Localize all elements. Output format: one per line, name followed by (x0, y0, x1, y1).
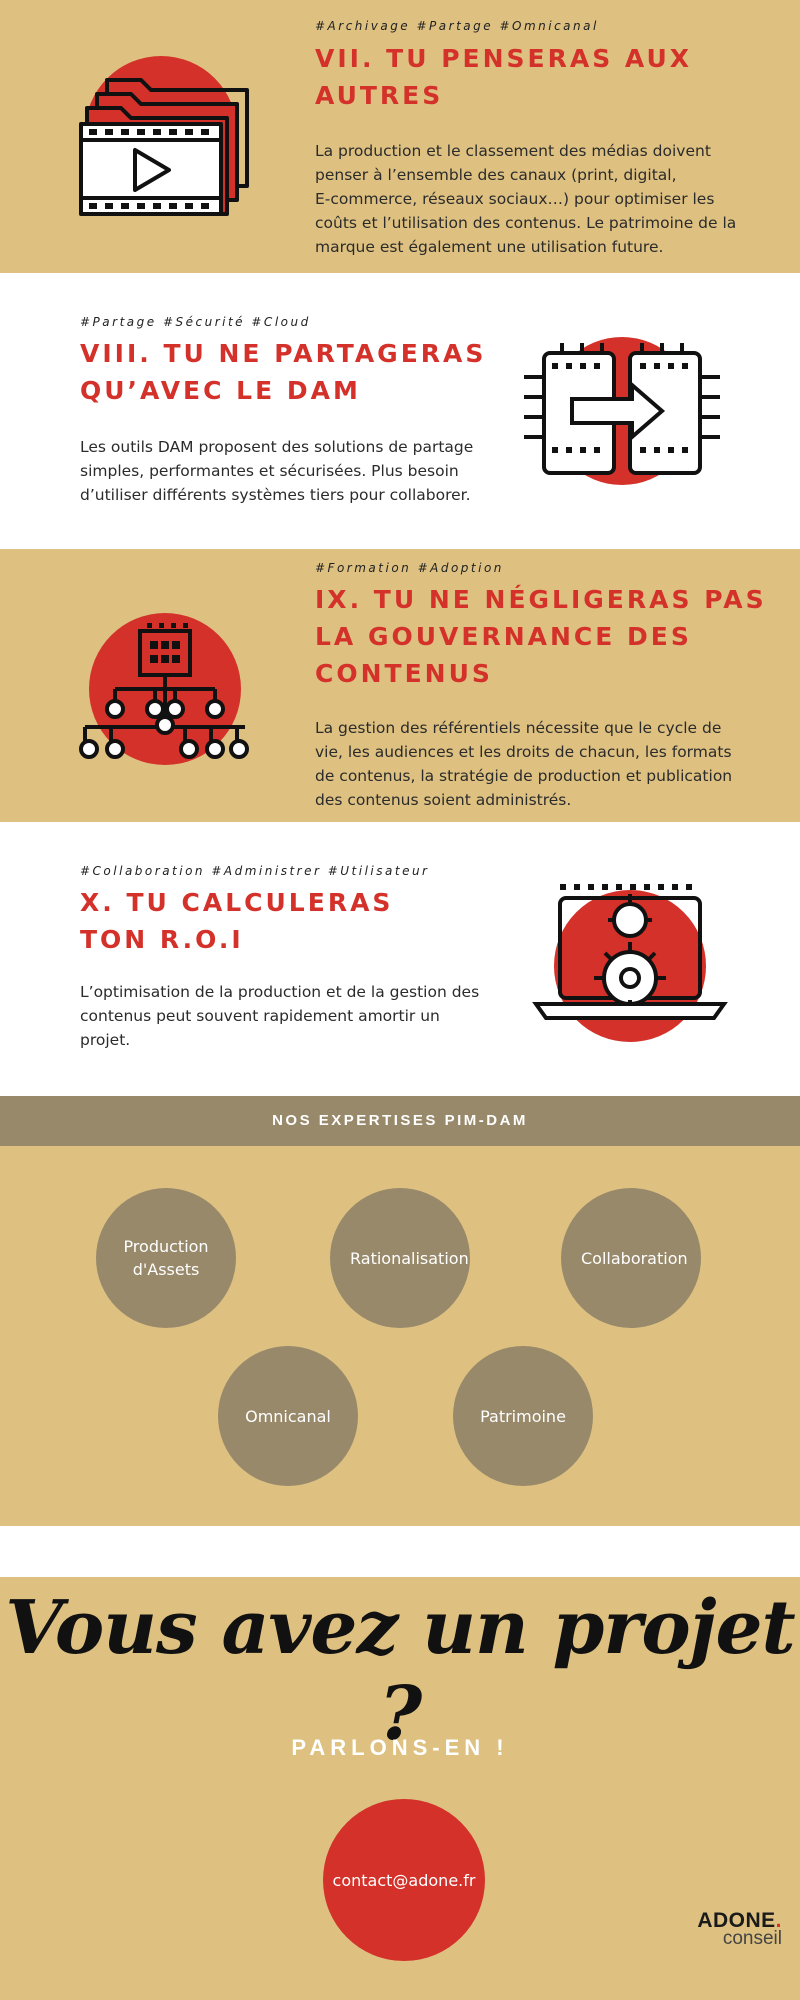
section-body: Les outils DAM proposent des solutions de partage simples, performantes et sécurisées. Plus besoin d’utiliser différents systèmes tiers pour collaborer. (80, 438, 474, 504)
media-folder-icon (75, 52, 255, 222)
section-body: L’optimisation de la production et de la gestion des contenus peut souvent rapidement amortir un projet. (80, 983, 480, 1049)
section-title: VIII. TU NE PARTAGERAS QU’AVEC LE DAM (80, 339, 487, 405)
server-exchange-icon (522, 337, 722, 497)
hierarchy-chip-icon (75, 609, 255, 779)
section-tags: #Formation #Adoption (315, 561, 504, 575)
expertise-collaboration[interactable]: Collaboration (561, 1188, 701, 1328)
laptop-gears-icon (530, 880, 730, 1050)
section-title: IX. TU NE NÉGLIGERAS PAS LA GOUVERNANCE DES CONTENUS (315, 585, 767, 688)
cta-subtitle: PARLONS-EN ! (291, 1735, 509, 1760)
contact-email-button[interactable]: contact@adone.fr (323, 1799, 485, 1961)
section-ix (0, 549, 800, 822)
expertise-patrimoine[interactable]: Patrimoine (453, 1346, 593, 1486)
section-tags: #Archivage #Partage #Omnicanal (315, 19, 599, 33)
section-title: VII. TU PENSERAS AUX AUTRES (315, 44, 693, 110)
section-tags: #Collaboration #Administrer #Utilisateur (80, 864, 430, 878)
section-x (0, 822, 800, 1096)
section-body: La production et le classement des médias doivent penser à l’ensemble des canaux (print, digital, E-commerce, réseaux sociaux…) pour optimiser les coûts et l’utilisation des contenus. Le patrimoine de la marque est également une utilisation future. (315, 142, 737, 256)
expertise-omnicanal[interactable]: Omnicanal (218, 1346, 358, 1486)
section-body: La gestion des référentiels nécessite que le cycle de vie, les audiences et les droits de chacun, les formats de contenus, la stratégie de production et publication des contenus soient administrés. (315, 719, 733, 809)
expertises-header: NOS EXPERTISES PIM-DAM (0, 1096, 800, 1146)
expertise-rationalisation[interactable]: Rationalisation (330, 1188, 470, 1328)
expertise-production-assets[interactable]: Production d'Assets (96, 1188, 236, 1328)
adone-logo: ADONE. conseil (697, 1909, 782, 1949)
section-vii (0, 0, 800, 273)
section-tags: #Partage #Sécurité #Cloud (80, 315, 311, 329)
expertises-panel (0, 1146, 800, 1526)
section-title: X. TU CALCULERAS TON R.O.I (80, 888, 394, 954)
cta-script-title: Vous avez un projet ? (5, 1585, 795, 1757)
section-viii (0, 273, 800, 549)
